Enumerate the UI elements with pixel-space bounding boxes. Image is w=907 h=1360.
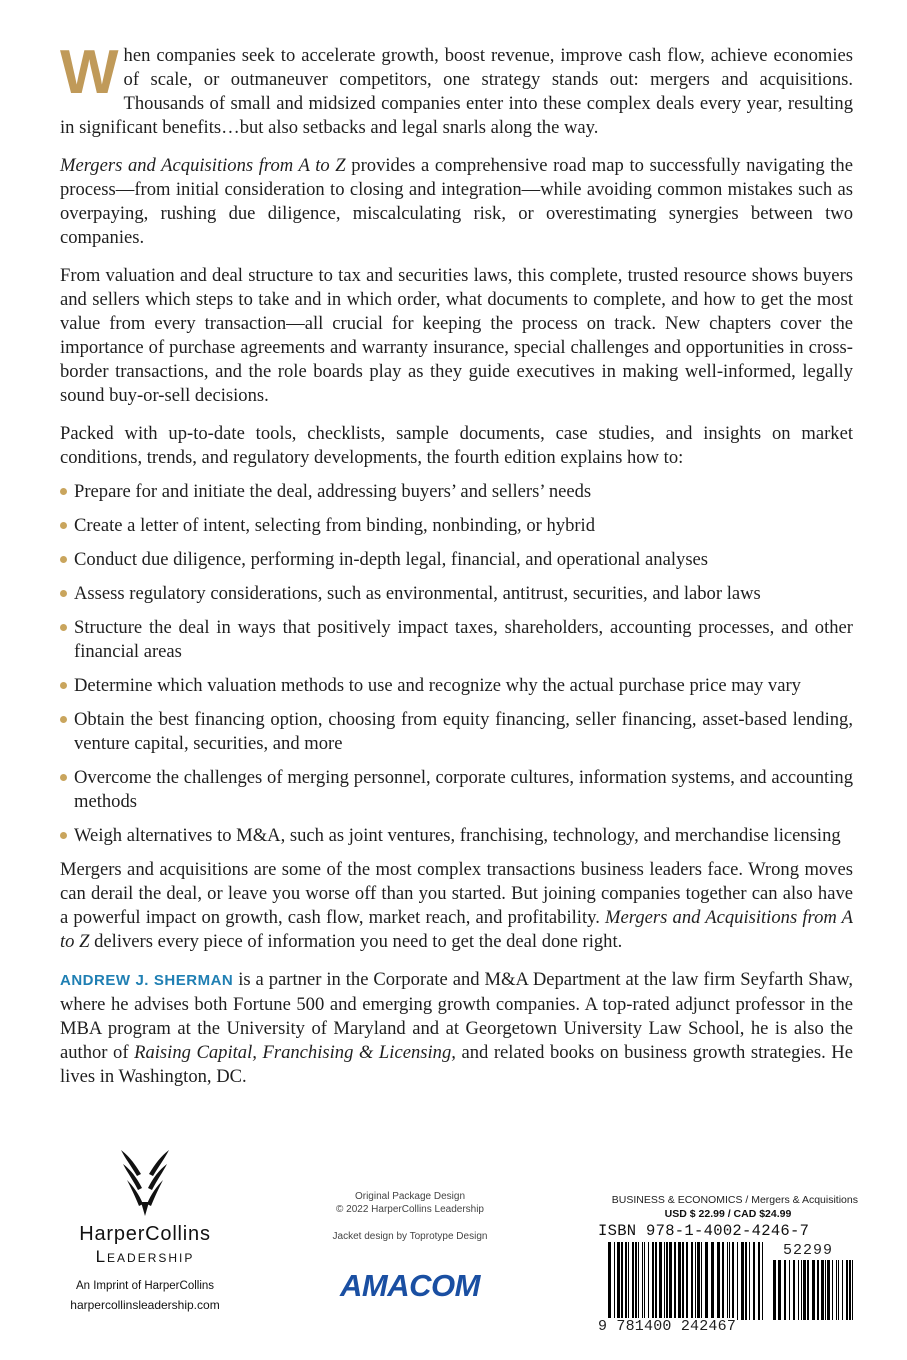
barcode-bar <box>666 1242 668 1320</box>
barcode-bar <box>711 1242 714 1320</box>
barcode-bar <box>842 1260 843 1320</box>
logo-wordmark: HarperCollins <box>79 1223 211 1245</box>
barcode-bar <box>801 1260 802 1320</box>
barcode-bar <box>659 1242 662 1320</box>
barcode-bar <box>836 1260 837 1320</box>
barcode-bar <box>625 1242 627 1320</box>
overview-text: provides a comprehensive road map to successfully navigating the process—from initial consideration to closing and integration—while avoiding common mistakes such as overpaying, rushing due diligence, miscalculating risk, or overestimating synergies between two companies. <box>60 155 853 248</box>
barcode-bar <box>722 1242 724 1320</box>
barcode-bar <box>753 1242 755 1320</box>
design-credits <box>320 1190 500 1243</box>
overview-paragraph <box>60 154 853 250</box>
package-design-credit: Original Package Design <box>354 1191 466 1202</box>
barcode-bar <box>638 1242 639 1320</box>
publisher-logo-block <box>50 1140 240 1312</box>
barcode-bar <box>827 1260 830 1320</box>
barcode-bar <box>838 1260 839 1320</box>
barcode-bar <box>614 1242 615 1320</box>
price-label: USD $ 22.99 / CAD $24.99 <box>664 1208 792 1220</box>
barcode-bar <box>745 1242 747 1320</box>
barcode-bar <box>686 1242 688 1320</box>
barcode-bar <box>803 1260 806 1320</box>
barcode-bar <box>749 1242 750 1320</box>
drop-cap: W <box>60 38 119 107</box>
feature-list <box>60 480 853 848</box>
logo-subwordmark: Leadership <box>95 1247 195 1266</box>
barcode-bar <box>812 1260 815 1320</box>
barcode-bar <box>729 1242 730 1320</box>
barcode-bar <box>717 1242 720 1320</box>
author-name: ANDREW J. SHERMAN <box>60 972 234 989</box>
bullet-icon <box>60 488 67 495</box>
cover-footer <box>0 1140 907 1360</box>
barcode-bar <box>664 1242 665 1320</box>
barcode-bar <box>642 1242 643 1320</box>
barcode-bar <box>784 1260 786 1320</box>
barcode-bar <box>825 1260 826 1320</box>
barcode-bar <box>628 1242 629 1320</box>
amacom-logo: AMACOM <box>340 1268 480 1303</box>
barcode-bar <box>852 1260 853 1320</box>
bullet-icon <box>60 774 67 781</box>
barcode-bar <box>608 1242 611 1320</box>
barcode-bar <box>789 1260 790 1320</box>
barcode-bar <box>682 1242 684 1320</box>
barcode-bar <box>621 1242 623 1320</box>
barcode-bar <box>762 1242 763 1320</box>
isbn-label: ISBN 978-1-4002-4246-7 <box>598 1222 810 1240</box>
list-item: Create a letter of intent, selecting from binding, nonbinding, or hybrid <box>60 514 853 538</box>
barcode-bar <box>648 1242 649 1320</box>
addon-number: 52299 <box>783 1242 834 1259</box>
book-title: Mergers and Acquisitions from A to Z <box>60 907 853 952</box>
bullet-icon <box>60 832 67 839</box>
category-label: BUSINESS & ECONOMICS / Mergers & Acquisitions <box>611 1194 858 1206</box>
book-title: Mergers and Acquisitions from A to Z <box>60 155 346 176</box>
barcode-bar <box>617 1242 620 1320</box>
publisher-website: harpercollinsleadership.com <box>70 1298 220 1312</box>
barcode-bar <box>737 1242 738 1320</box>
barcode-bar <box>778 1260 781 1320</box>
barcode-bar <box>695 1242 696 1320</box>
barcode-bar <box>798 1260 799 1320</box>
bullet-icon <box>60 624 67 631</box>
list-item: Prepare for and initiate the deal, addressing buyers’ and sellers’ needs <box>60 480 853 504</box>
list-item: Weigh alternatives to M&A, such as joint ventures, franchising, technology, and merchandise licensing <box>60 824 853 848</box>
barcode-bar <box>705 1242 708 1320</box>
barcode-bar <box>846 1260 848 1320</box>
barcode-bar <box>821 1260 824 1320</box>
author-book-titles: Raising Capital, Franchising & Licensing, <box>134 1042 456 1063</box>
intro-paragraph <box>60 38 853 140</box>
barcode-bar <box>758 1242 760 1320</box>
list-item: Obtain the best financing option, choosing from equity financing, seller financing, asset-based lending, venture capital, securities, and more <box>60 708 853 756</box>
barcode-bar <box>652 1242 654 1320</box>
barcode-bar <box>691 1242 693 1320</box>
barcode-bar <box>849 1260 851 1320</box>
barcode-bar <box>773 1260 776 1320</box>
addon-barcode <box>773 1260 853 1320</box>
barcode-bar <box>817 1260 819 1320</box>
copyright-line: © 2022 HarperCollins Leadership <box>335 1204 484 1215</box>
back-cover-text <box>60 38 853 1103</box>
bullet-icon <box>60 556 67 563</box>
barcode-bar <box>669 1242 672 1320</box>
barcode-bar <box>678 1242 681 1320</box>
imprint-line: An Imprint of HarperCollins <box>75 1280 215 1292</box>
list-item: Assess regulatory considerations, such as environmental, antitrust, securities, and labor laws <box>60 582 853 606</box>
barcode-bar <box>741 1242 744 1320</box>
author-bio: ANDREW J. SHERMAN is a partner in the Corporate and M&A Department at the law firm Seyfarth Shaw, where he advises both Fortune 500 and emerging growth companies. A top-rated adjunct professor in the MBA program at the University of Maryland and at Georgetown University Law School, he is also the author of Raising Capital, Franchising & Licensing, and related books on business growth strategies. He lives in Washington, DC. <box>60 969 853 1087</box>
bullet-icon <box>60 522 67 529</box>
barcode-bar <box>832 1260 833 1320</box>
barcode-block <box>598 1194 858 1335</box>
list-item: Conduct due diligence, performing in-depth legal, financial, and operational analyses <box>60 548 853 572</box>
barcode-bar <box>655 1242 657 1320</box>
bullet-icon <box>60 682 67 689</box>
barcode-bar <box>644 1242 645 1320</box>
list-item: Determine which valuation methods to use and recognize why the actual purchase price may vary <box>60 674 853 698</box>
jacket-credit: Jacket design by Toprotype Design <box>332 1231 488 1242</box>
barcode-bar <box>793 1260 795 1320</box>
barcode-bar <box>674 1242 676 1320</box>
bullet-icon <box>60 716 67 723</box>
bullet-icon <box>60 590 67 597</box>
barcode-bar <box>732 1242 734 1320</box>
closing-paragraph: Mergers and acquisitions are some of the most complex transactions business leaders face. Wrong moves can derail the deal, or leave you worse off than you started. But joining companies together can also have a powerful impact on growth, cash flow, market reach, and profitability. Mergers and Acquisitions from A to Z delivers every piece of information you need to get the deal done right. <box>60 859 853 952</box>
barcode-bar <box>635 1242 637 1320</box>
harpercollins-flame-icon <box>115 1146 175 1218</box>
ean-barcode <box>608 1242 763 1320</box>
list-item: Structure the deal in ways that positively impact taxes, shareholders, accounting processes, and other financial areas <box>60 616 853 664</box>
barcode-graphic <box>598 1242 858 1335</box>
barcode-bar <box>807 1260 809 1320</box>
scope-paragraph: From valuation and deal structure to tax and securities laws, this complete, trusted resource shows buyers and sellers which steps to take and in which order, what documents to complete, and how to get the most value from every transaction—all crucial for keeping the process on track. New chapters cover the importance of purchase agreements and warranty insurance, special challenges and opportunities in cross-border transactions, and the role boards play as they guide executives in making well-informed, legally sound buy-or-sell decisions. <box>60 265 853 406</box>
intro-text: hen companies seek to accelerate growth, boost revenue, improve cash flow, achieve economies of scale, or outmaneuver competitors, one strategy stands out: mergers and acquisitions. Thousands of small and midsized companies enter into these complex deals every year, resulting in significant benefits…but also setbacks and legal snarls along the way. <box>60 45 853 138</box>
barcode-bar <box>701 1242 702 1320</box>
features-intro: Packed with up-to-date tools, checklists, sample documents, case studies, and insights on market conditions, trends, and regulatory developments, the fourth edition explains how to: <box>60 423 853 468</box>
ean-digits: 9 781400 242467 <box>598 1318 737 1335</box>
barcode-bar <box>727 1242 728 1320</box>
barcode-bar <box>697 1242 700 1320</box>
list-item: Overcome the challenges of merging personnel, corporate cultures, information systems, and accounting methods <box>60 766 853 814</box>
barcode-bar <box>632 1242 634 1320</box>
